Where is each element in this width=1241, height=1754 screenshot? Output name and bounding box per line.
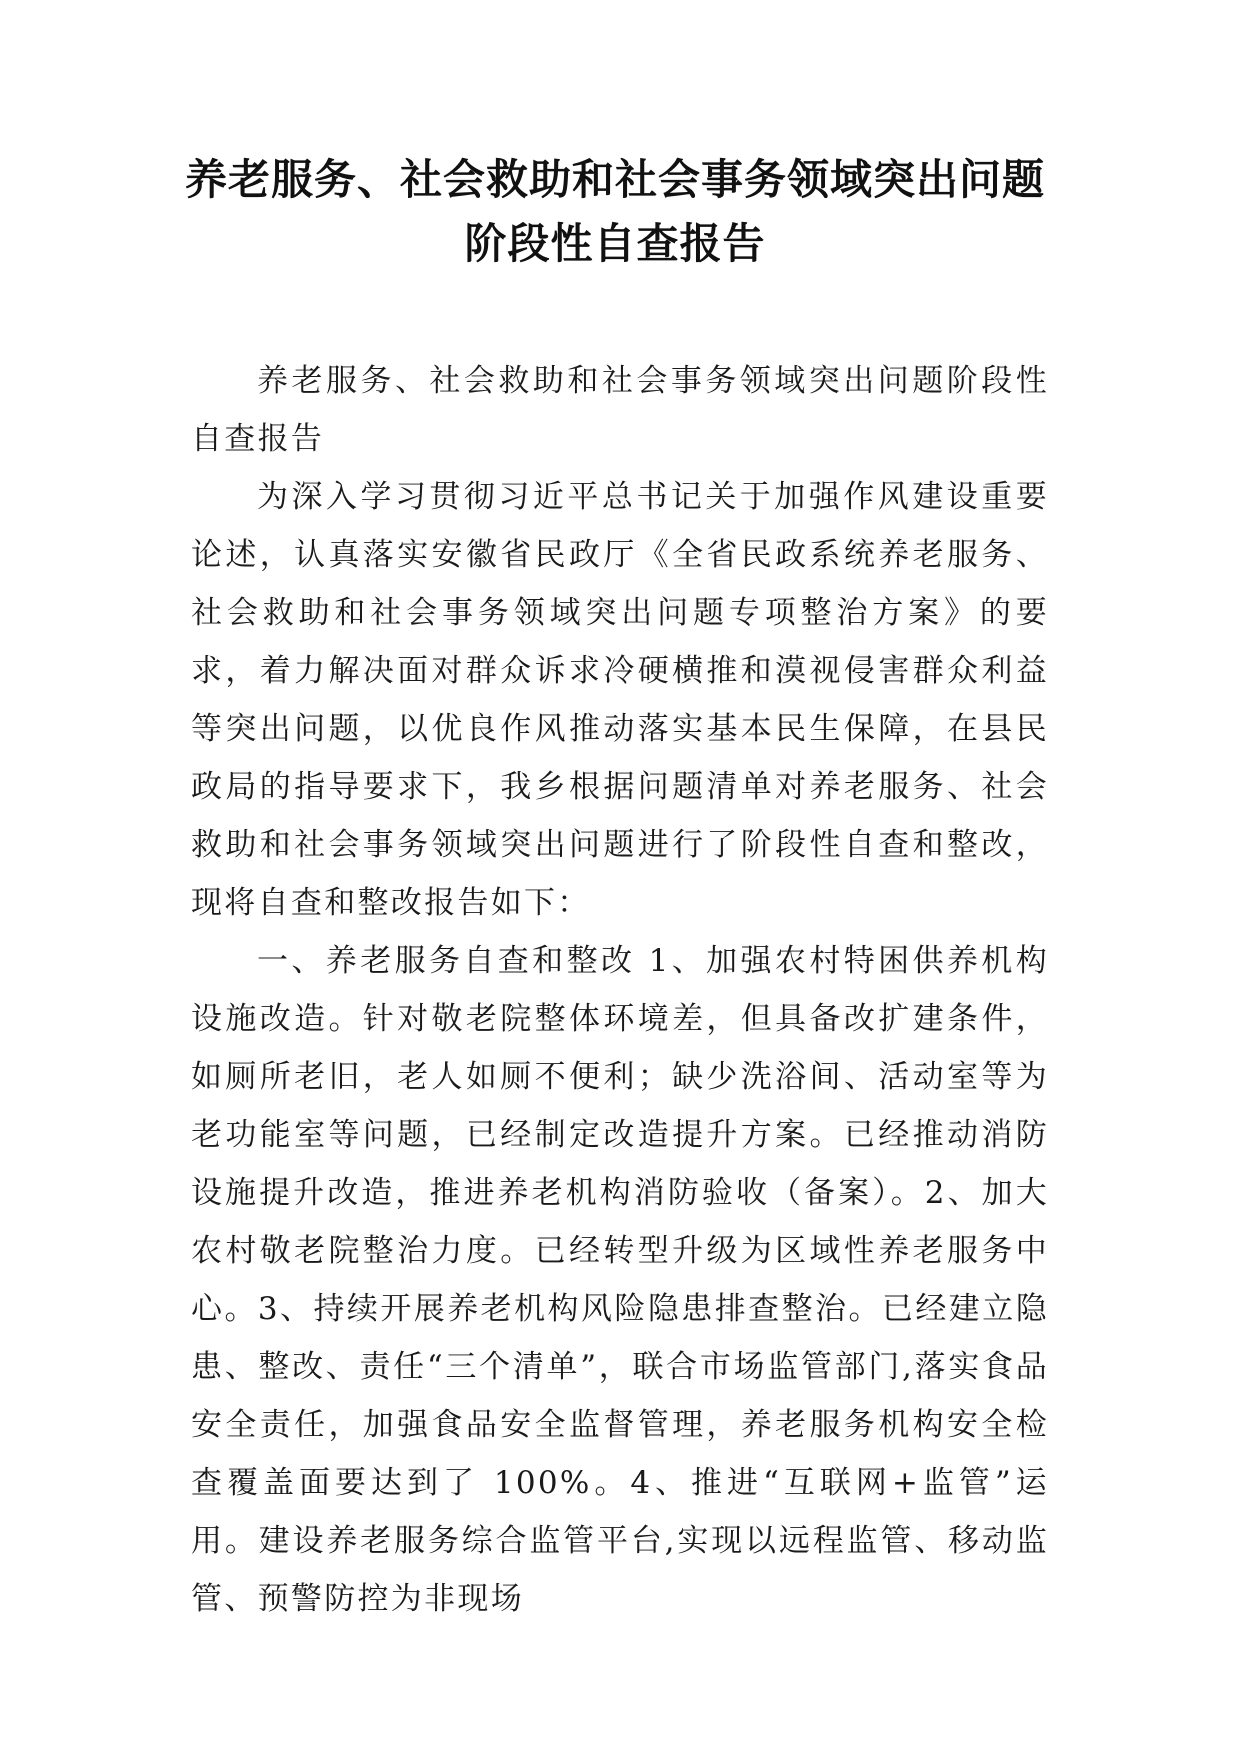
paragraph-introduction: 为深入学习贯彻习近平总书记关于加强作风建设重要论述，认真落实安徽省民政厅《全省民政系统养老服务、社会救助和社会事务领域突出问题专项整治方案》的要求，着力解决面对群众诉求冷硬横推和漠视侵害群众利益等突出问题，以优良作风推动落实基本民生保障，在县民政局的指导要求下，我乡根据问题清单对养老服务、社会救助和社会事务领域突出问题进行了阶段性自查和整改，现将自查和整改报告如下： — [191, 479, 1049, 921]
document-title: 养老服务、社会救助和社会事务领域突出问题阶段性自查报告 — [184, 155, 1045, 268]
paragraph-subtitle: 养老服务、社会救助和社会事务领域突出问题阶段性自查报告 — [191, 363, 1049, 457]
paragraph-section-elderly-care: 一、养老服务自查和整改 1、加强农村特困供养机构设施改造。针对敬老院整体环境差，但具备改扩建条件，如厕所老旧，老人如厕不便利；缺少洗浴间、活动室等为老功能室等问题，已经制定改造提升方案。已经推动消防设施提升改造，推进养老机构消防验收（备案）。2、加大农村敬老院整治力度。已经转型升级为区域性养老服务中心。3、持续开展养老机构风险隐患排查整治。已经建立隐患、整改、责任“三个清单”，联合市场监管部门,落实食品安全责任，加强食品安全监督管理，养老服务机构安全检查覆盖面要达到了 100%。4、推进“互联网+监管”运用。建设养老服务综合监管平台,实现以远程监管、移动监管、预警防控为非现场 — [191, 943, 1049, 1617]
document-body — [191, 352, 1049, 1628]
